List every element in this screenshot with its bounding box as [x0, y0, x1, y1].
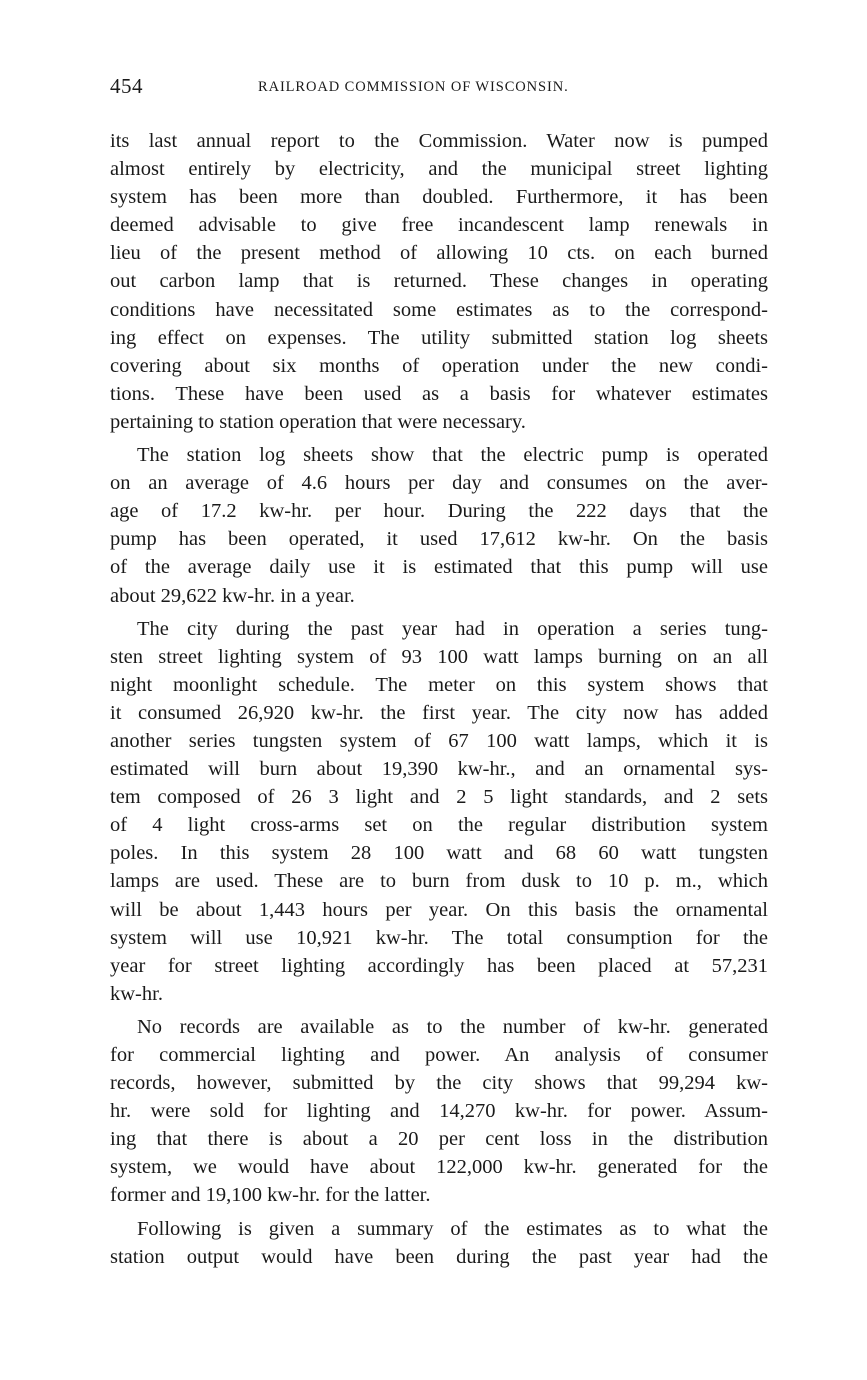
text-line: tions. These have been used as a basis for whatever estimates: [110, 382, 768, 405]
text-line: The station log sheets show that the electric pump is operated: [137, 444, 768, 467]
text-line: on an average of 4.6 hours per day and consumes on the aver-: [110, 472, 768, 495]
text-line: The city during the past year had in operation a series tung-: [137, 617, 768, 640]
text-line: system, we would have about 122,000 kw-hr. generated for the: [110, 1156, 768, 1179]
paragraph-5: [110, 1215, 768, 1271]
text-line: Following is given a summary of the estimates as to what the: [137, 1217, 768, 1240]
paragraph-3: [110, 615, 768, 1008]
text-line: covering about six months of operation under the new condi-: [110, 354, 768, 377]
text-line: hr. were sold for lighting and 14,270 kw-hr. for power. Assum-: [110, 1100, 768, 1123]
text-line: about 29,622 kw-hr. in a year.: [110, 584, 355, 607]
text-line: lieu of the present method of allowing 10 cts. on each burned: [110, 242, 768, 265]
paragraph-2: [110, 441, 768, 610]
text-line: system will use 10,921 kw-hr. The total consumption for the: [110, 926, 768, 949]
text-line: pertaining to station operation that were necessary.: [110, 410, 526, 433]
text-line: almost entirely by electricity, and the municipal street lighting: [110, 158, 768, 181]
text-line: of 4 light cross-arms set on the regular distribution system: [110, 814, 768, 837]
text-line: records, however, submitted by the city shows that 99,294 kw-: [110, 1072, 768, 1095]
text-line: its last annual report to the Commission. Water now is pumped: [110, 130, 768, 152]
text-line: lamps are used. These are to burn from dusk to 10 p. m., which: [110, 870, 768, 893]
text-line: for commercial lighting and power. An analysis of consumer: [110, 1044, 768, 1066]
body-text: [110, 127, 768, 1276]
text-line: another series tungsten system of 67 100 watt lamps, which it is: [110, 729, 768, 752]
paragraph-1: [110, 127, 768, 436]
text-line: tem composed of 26 3 light and 2 5 light standards, and 2 sets: [110, 786, 768, 809]
text-line: pump has been operated, it used 17,612 kw-hr. On the basis: [110, 528, 768, 551]
text-line: poles. In this system 28 100 watt and 68 60 watt tungsten: [110, 842, 768, 865]
text-line: out carbon lamp that is returned. These changes in operating: [110, 270, 768, 293]
text-line: kw-hr.: [110, 982, 163, 1005]
running-title: RAILROAD COMMISSION OF WISCONSIN.: [258, 79, 569, 95]
text-line: night moonlight schedule. The meter on this system shows that: [110, 673, 768, 696]
text-line: station output would have been during the past year had the: [110, 1245, 768, 1268]
text-line: age of 17.2 kw-hr. per hour. During the 222 days that the: [110, 500, 768, 523]
text-line: conditions have necessitated some estimates as to the correspond-: [110, 298, 768, 321]
text-line: deemed advisable to give free incandescent lamp renewals in: [110, 214, 768, 237]
page-number: 454: [110, 74, 143, 98]
text-line: sten street lighting system of 93 100 watt lamps burning on an all: [110, 645, 768, 668]
text-line: former and 19,100 kw-hr. for the latter.: [110, 1184, 431, 1207]
paragraph-4: [110, 1013, 768, 1210]
text-line: system has been more than doubled. Furthermore, it has been: [110, 186, 768, 209]
text-line: No records are available as to the number of kw-hr. generated: [137, 1015, 768, 1038]
text-line: will be about 1,443 hours per year. On this basis the ornamental: [110, 898, 768, 921]
text-line: of the average daily use it is estimated that this pump will use: [110, 556, 768, 579]
text-line: it consumed 26,920 kw-hr. the first year. The city now has added: [110, 701, 768, 724]
text-line: year for street lighting accordingly has been placed at 57,231: [110, 954, 768, 977]
running-head: [110, 74, 770, 104]
text-line: ing effect on expenses. The utility submitted station log sheets: [110, 326, 768, 349]
text-line: ing that there is about a 20 per cent loss in the distribution: [110, 1128, 768, 1151]
text-line: estimated will burn about 19,390 kw-hr., and an ornamental sys-: [110, 758, 768, 781]
